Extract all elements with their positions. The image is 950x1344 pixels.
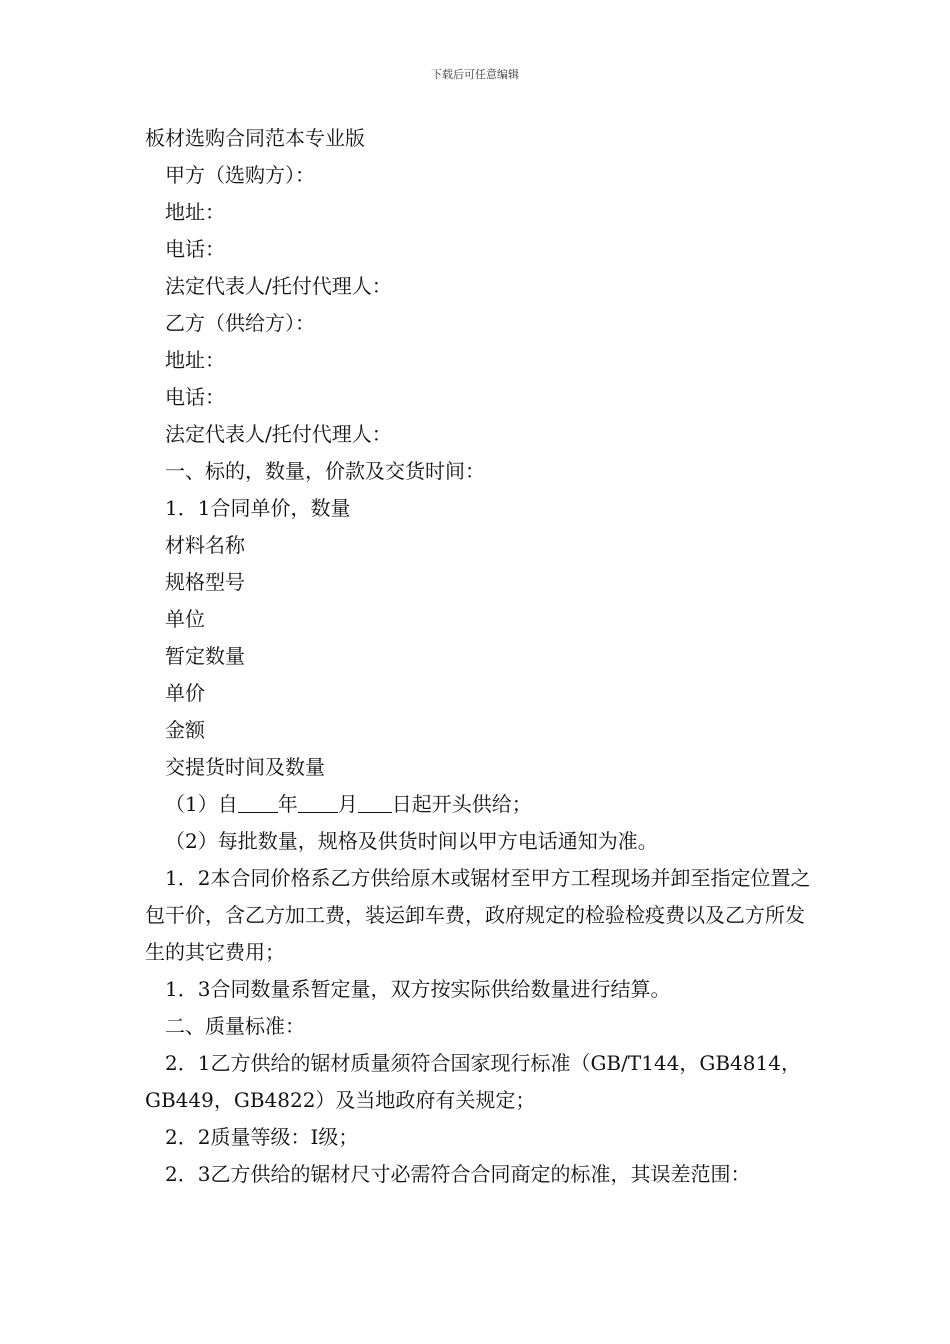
field-unit: 单位 xyxy=(165,607,205,631)
clause-2-3: 2．3乙方供给的锯材尺寸必需符合合同商定的标准，其误差范围： xyxy=(165,1162,751,1186)
party-b-phone: 电话： xyxy=(165,385,225,409)
party-a-address: 地址： xyxy=(165,200,225,224)
party-b-representative: 法定代表人/托付代理人： xyxy=(165,422,392,446)
party-a-phone: 电话： xyxy=(165,237,225,261)
document-title: 板材选购合同范本专业版 xyxy=(145,126,365,150)
clause-1-3: 1．3合同数量系暂定量，双方按实际供给数量进行结算。 xyxy=(165,977,671,1001)
party-b-label: 乙方（供给方）： xyxy=(165,311,315,335)
field-tentative-quantity: 暂定数量 xyxy=(165,644,245,668)
field-unit-price: 单价 xyxy=(165,681,205,705)
year-blank[interactable] xyxy=(238,790,278,813)
clause-2-2: 2．2质量等级：Ⅰ级； xyxy=(165,1125,359,1149)
clause-2-1: 2．1乙方供给的锯材质量须符合国家现行标准（GB/T144，GB4814，GB449，GB4822）及当地政府有关规定； xyxy=(145,1051,801,1112)
document-body xyxy=(145,120,815,1193)
month-label: 月 xyxy=(337,792,358,816)
delivery-time-heading: 交提货时间及数量 xyxy=(165,755,325,779)
year-label: 年 xyxy=(277,792,298,816)
field-material-name: 材料名称 xyxy=(165,533,245,557)
clause-1-1: 1．1合同单价，数量 xyxy=(165,496,351,520)
day-blank[interactable] xyxy=(358,790,392,813)
month-blank[interactable] xyxy=(298,790,338,813)
party-a-label: 甲方（选购方）： xyxy=(165,163,315,187)
section-1-heading: 一、标的，数量，价款及交货时间： xyxy=(165,459,485,483)
party-b-address: 地址： xyxy=(165,348,225,372)
delivery-start-date-line xyxy=(145,786,815,823)
field-amount: 金额 xyxy=(165,718,205,742)
day-suffix: 日起开头供给； xyxy=(391,792,532,816)
batch-notice-line: （2）每批数量，规格及供货时间以甲方电话通知为准。 xyxy=(165,829,658,853)
delivery-start-prefix: （1）自 xyxy=(165,792,238,816)
clause-1-2: 1．2本合同价格系乙方供给原木或锯材至甲方工程现场并卸至指定位置之包干价，含乙方加工费，装运卸车费，政府规定的检验检疫费以及乙方所发生的其它费用； xyxy=(145,866,811,964)
party-a-representative: 法定代表人/托付代理人： xyxy=(165,274,392,298)
section-2-heading: 二、质量标准： xyxy=(165,1014,305,1038)
page-header: 下载后可任意编辑 xyxy=(431,68,519,81)
field-spec-model: 规格型号 xyxy=(165,570,245,594)
